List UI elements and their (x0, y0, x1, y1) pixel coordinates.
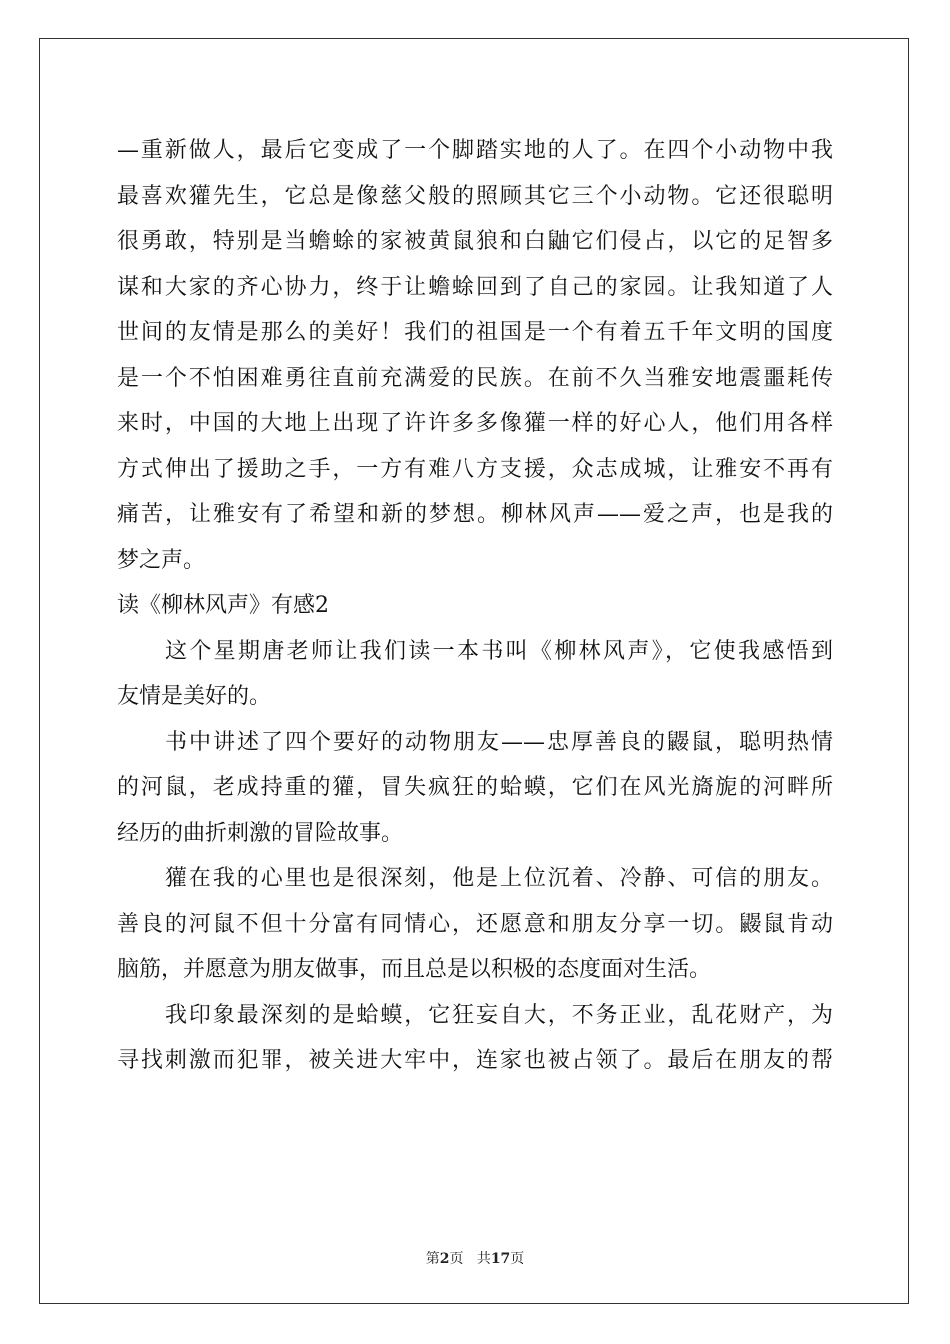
text-line: 是一个不怕困难勇往直前充满爱的民族。在前不久当雅安地震噩耗传 (117, 365, 833, 391)
page-prefix: 第 (425, 1251, 440, 1267)
text-line: 来时，中国的大地上出现了许许多多像獾一样的好心人，他们用各样 (117, 411, 833, 436)
page-number: 2 (439, 1251, 450, 1267)
text-line: 痛苦，让雅安有了希望和新的梦想。柳林风声——爱之声，也是我的 (117, 502, 833, 527)
essay-heading: 读《柳林风声》有感2 (117, 593, 329, 618)
paragraph-1 (117, 629, 833, 720)
page-footer (0, 1248, 950, 1268)
text-line: 方式伸出了援助之手，一方有难八方支援，众志成城，让雅安不再有 (117, 456, 833, 482)
document-body (117, 128, 833, 1084)
text-line: 最喜欢獾先生，它总是像慈父般的照顾其它三个小动物。它还很聪明 (117, 183, 833, 209)
text-line: 善良的河鼠不但十分富有同情心，还愿意和朋友分享一切。鼹鼠肯动 (117, 911, 833, 937)
total-pages: 17 (490, 1251, 511, 1267)
text-line: 经历的曲折刺激的冒险故事。 (117, 820, 404, 846)
total-suffix: 页 (510, 1251, 525, 1267)
continued-paragraph (117, 128, 833, 583)
paragraph-4 (117, 993, 833, 1084)
text-line: 友情是美好的。 (117, 684, 272, 709)
text-line: 寻找刺激而犯罪，被关进大牢中，连家也被占领了。最后在朋友的帮 (117, 1048, 833, 1073)
paragraph-3 (117, 856, 833, 993)
text-line: 很勇敢，特别是当蟾蜍的家被黄鼠狼和白鼬它们侵占，以它的足智多 (117, 229, 833, 254)
text-line: 谋和大家的齐心协力，终于让蟾蜍回到了自己的家园。让我知道了人 (117, 274, 833, 300)
text-line: 梦之声。 (117, 547, 206, 573)
text-line: 我印象最深刻的是蛤蟆，它狂妄自大，不务正业，乱花财产，为 (165, 1002, 833, 1028)
page-suffix: 页 (449, 1251, 464, 1267)
text-line: 这个星期唐老师让我们读一本书叫《柳林风声》，它使我感悟到 (165, 638, 833, 664)
text-line: —重新做人，最后它变成了一个脚踏实地的人了。在四个小动物中我 (117, 138, 833, 163)
text-line: 世间的友情是那么的美好！我们的祖国是一个有着五千年文明的国度 (117, 320, 833, 345)
text-line: 獾在我的心里也是很深刻，他是上位沉着、冷静、可信的朋友。 (165, 866, 833, 891)
text-line: 的河鼠，老成持重的獾，冒失疯狂的蛤蟆，它们在风光旖旎的河畔所 (117, 775, 833, 800)
text-line: 书中讲述了四个要好的动物朋友——忠厚善良的鼹鼠，聪明热情 (165, 729, 833, 755)
text-line: 脑筋，并愿意为朋友做事，而且总是以积极的态度面对生活。 (117, 957, 712, 982)
total-prefix: 共 (476, 1251, 491, 1267)
paragraph-2 (117, 720, 833, 857)
